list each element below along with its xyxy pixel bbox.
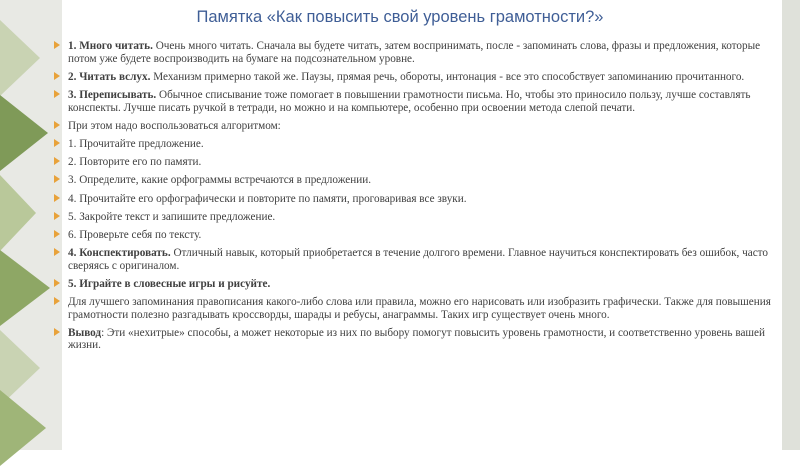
bullet-arrow-icon — [54, 194, 60, 202]
memo-item-heading: 4. Конспектировать. — [68, 247, 171, 260]
decor-triangle — [0, 95, 48, 171]
memo-item — [53, 278, 773, 291]
bullet-arrow-icon — [54, 175, 60, 183]
memo-item-heading: 3. Переписывать. — [68, 88, 157, 101]
memo-item-text: 1. Прочитайте предложение. — [68, 137, 204, 150]
memo-item-text: Механизм примерно такой же. Паузы, прямая речь, обороты, интонация - все это способствует запоминанию прочитанного. — [150, 70, 745, 83]
memo-item-heading: 5. Играйте в словесные игры и рисуйте. — [68, 277, 271, 290]
decor-triangle — [0, 175, 36, 251]
bullet-arrow-icon — [54, 328, 60, 336]
bullet-arrow-icon — [54, 248, 60, 256]
memo-item-heading: 2. Читать вслух. — [68, 70, 151, 83]
memo-item — [53, 89, 773, 114]
bullet-arrow-icon — [54, 139, 60, 147]
memo-item — [53, 327, 773, 352]
bullet-arrow-icon — [54, 297, 60, 305]
memo-item-text: Отличный навык, который приобретается в течение долгого времени. Главное научиться конспектировать без ошибок, часто сверяясь с оригиналом. — [68, 247, 769, 272]
memo-item-text: 3. Определите, какие орфограммы встречаются в предложении. — [68, 174, 372, 187]
memo-item — [53, 174, 773, 187]
memo-item — [53, 211, 773, 224]
memo-item-text: 4. Прочитайте его орфографически и повторите по памяти, проговаривая все звуки. — [68, 192, 467, 205]
bullet-arrow-icon — [54, 279, 60, 287]
memo-item-text: При этом надо воспользоваться алгоритмом: — [68, 119, 281, 132]
bullet-arrow-icon — [54, 157, 60, 165]
memo-item-text: Обычное списывание тоже помогает в повышении грамотности письма. Но, чтобы это приносило пользу, лучше составлять конспекты. Лучше писать ручкой в тетради, но можно и на компьютере, особенно при освоении метода слепой печати. — [68, 88, 751, 114]
memo-content — [53, 40, 773, 358]
memo-item-text: 5. Закройте текст и запишите предложение. — [68, 210, 276, 223]
decor-triangle — [0, 390, 46, 466]
memo-item — [53, 229, 773, 242]
memo-item — [53, 156, 773, 169]
memo-item — [53, 120, 773, 133]
bullet-arrow-icon — [54, 41, 60, 49]
memo-item — [53, 247, 773, 272]
memo-item-text: Для лучшего запоминания правописания какого-либо слова или правила, можно его нарисовать или изобразить графически. Также для повышения грамотности полезно разгадывать кроссворды, шарады и ребусы, анаграммы. Таких игр существует очень много. — [68, 296, 771, 321]
decor-triangle — [0, 250, 50, 326]
decor-triangle — [0, 20, 40, 96]
memo-item — [53, 296, 773, 321]
memo-item-text: : Эти «нехитрые» способы, а может некоторые из них по выбору помогут повысить уровень грамотности, и соответственно уровень вашей жизни. — [68, 326, 765, 352]
bullet-arrow-icon — [54, 90, 60, 98]
memo-item-heading: Вывод — [68, 326, 102, 339]
bullet-arrow-icon — [54, 230, 60, 238]
memo-item — [53, 193, 773, 206]
memo-item-text: 2. Повторите его по памяти. — [68, 156, 202, 169]
memo-item-text: Очень много читать. Сначала вы будете читать, затем воспринимать, после - запоминать слова, фразы и предложения, которые потом уже будете воспроизводить на бумаге на подсознательном уровне. — [68, 40, 761, 65]
bullet-arrow-icon — [54, 121, 60, 129]
memo-item-text: 6. Проверьте себя по тексту. — [68, 228, 202, 241]
memo-item — [53, 138, 773, 151]
memo-item — [53, 71, 773, 84]
right-decor-band — [782, 0, 800, 450]
bullet-arrow-icon — [54, 212, 60, 220]
slide-title: Памятка «Как повысить свой уровень грамотности?» — [196, 8, 604, 26]
bullet-arrow-icon — [54, 72, 60, 80]
memo-item — [53, 40, 773, 65]
memo-item-heading: 1. Много читать. — [68, 40, 153, 52]
